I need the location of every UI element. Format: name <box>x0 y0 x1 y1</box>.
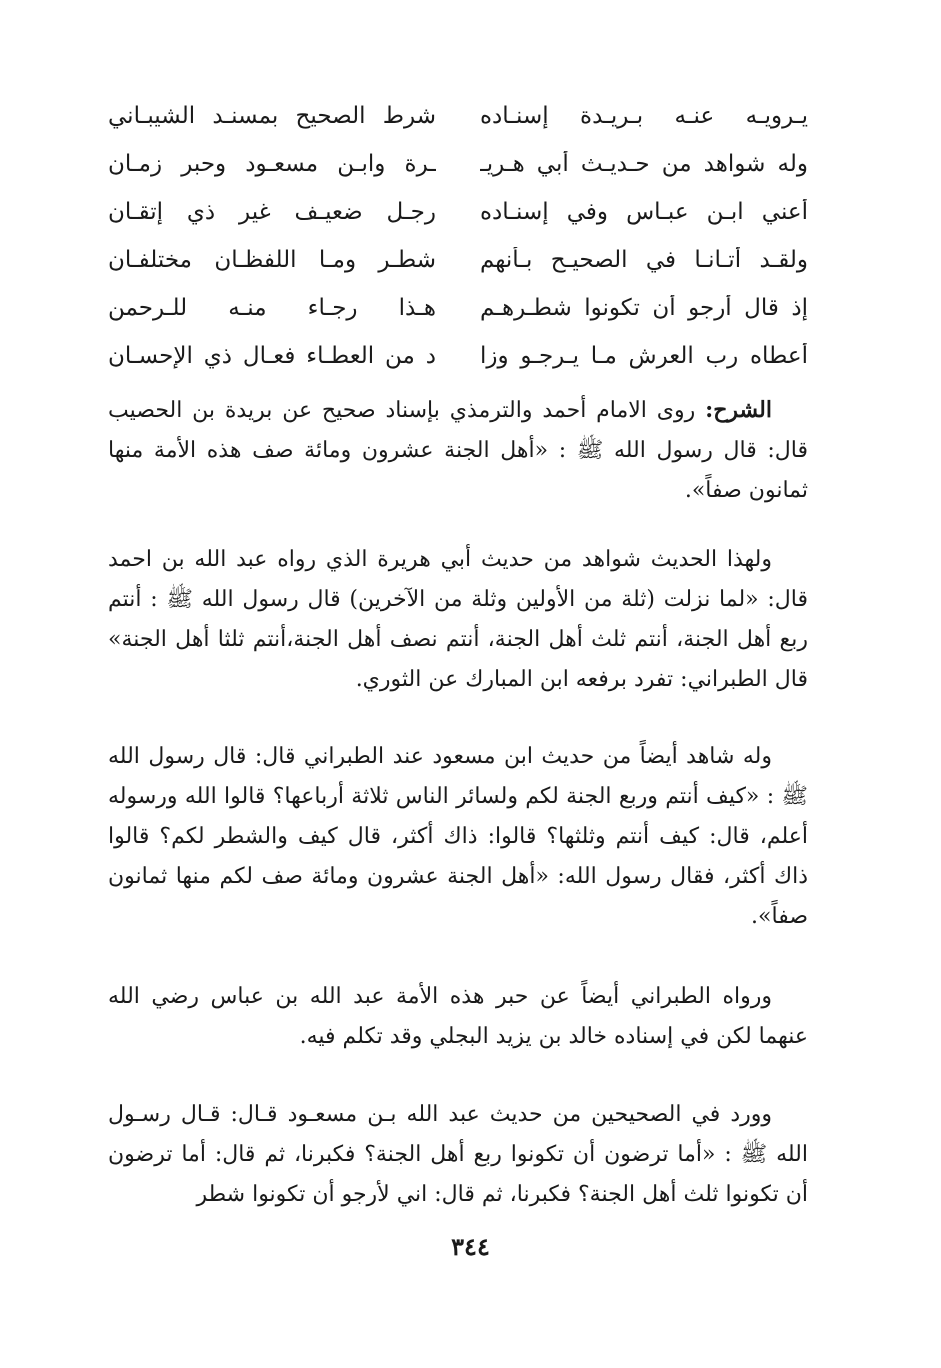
verse-first-hemistich: إذ قال أرجو أن تكونوا شطـرهـم <box>480 295 808 321</box>
paragraph-text: وله شاهد أيضاً من حديث ابن مسعود عند الطبراني قال: قال رسول الله ﷺ : «كيف أنتم وربع الجنة لكم ولسائر الناس ثلاثة أرباعها؟ قالوا الله ورسوله أعلم، قال: كيف أنتم وثلثها؟ قالوا: ذاك أكثر، قال كيف والشطر لكم؟ قالوا ذاك أكثر، فقال رسول الله: «أهل الجنة عشرون ومائة صف لكم منها ثمانون صفاً». <box>108 744 808 929</box>
verse-second-hemistich: رجـل ضعيـف غير ذي إتقـان <box>108 199 436 225</box>
body-paragraph <box>108 737 808 937</box>
verse-first-hemistich: يـرويـه عنـه بـريـدة إسنـاده <box>480 103 808 129</box>
verse-second-hemistich: هـذا رجـاء منـه للـرحمن <box>108 295 436 321</box>
poem-verse <box>108 284 808 332</box>
verse-first-hemistich: أعطاه رب العرش مـا يـرجـو وزا <box>480 343 808 369</box>
verse-second-hemistich: د من العطـاء فعـال ذي الإحسـان <box>108 343 436 369</box>
paragraph-text: ولهذا الحديث شواهد من حديث أبي هريرة الذي رواه عبد الله بن احمد قال: «لما نزلت (ثلة من الأولين وثلة من الآخرين) قال رسول الله ﷺ : أنتم ربع أهل الجنة، أنتم ثلث أهل الجنة، أنتم نصف أهل الجنة،أنتم ثلثا أهل الجنة» قال الطبراني: تفرد برفعه ابن المبارك عن الثوري. <box>108 547 808 692</box>
verse-second-hemistich: شرط الصحيح بمسنـد الشيبـاني <box>108 103 436 129</box>
poem-verse <box>108 188 808 236</box>
paragraph-text: ورواه الطبراني أيضاً عن حبر هذه الأمة عبد الله بن عباس رضي الله عنهما لكن في إسناده خالد بن يزيد البجلي وقد تكلم فيه. <box>108 984 808 1049</box>
body-paragraph <box>108 1095 808 1215</box>
verse-second-hemistich: شطـر ومـا اللفظـان مختلفـان <box>108 247 436 273</box>
poem-verse <box>108 332 808 380</box>
poem-verse <box>108 92 808 140</box>
body-paragraph <box>108 540 808 700</box>
commentary-label: الشرح: <box>705 397 772 423</box>
body-paragraph <box>108 977 808 1057</box>
verse-second-hemistich: ـرة وابـن مسعـود وحبر زمـان <box>108 151 436 177</box>
page-number: ٣٤٤ <box>451 1232 490 1261</box>
verse-first-hemistich: وله شواهد من حـديـث أبي هـريـ <box>480 151 808 177</box>
verse-first-hemistich: ولقـد أتـانـا في الصحيـح بـأنهم <box>480 247 808 273</box>
poem-block <box>108 92 808 380</box>
poem-verse <box>108 236 808 284</box>
verse-first-hemistich: أعني ابـن عبـاس وفي إسنـاده <box>480 199 808 225</box>
paragraph-text: وورد في الصحيحين من حديث عبد الله بـن مسعـود قـال: قـال رسـول الله ﷺ : «أما ترضون أن تكونوا ربع أهل الجنة؟ فكبرنا، ثم قال: أما ترضون أن تكونوا ثلث أهل الجنة؟ فكبرنا، ثم قال: اني لأرجو أن تكونوا شطر <box>108 1102 808 1207</box>
poem-verse <box>108 140 808 188</box>
commentary-text: روى الامام أحمد والترمذي بإسناد صحيح عن بريدة بن الحصيب قال: قال رسول الله ﷺ : «أهل الجنة عشرون ومائة صف هذه الأمة منها ثمانون صفاً». <box>108 398 808 503</box>
commentary-paragraph <box>108 390 808 511</box>
